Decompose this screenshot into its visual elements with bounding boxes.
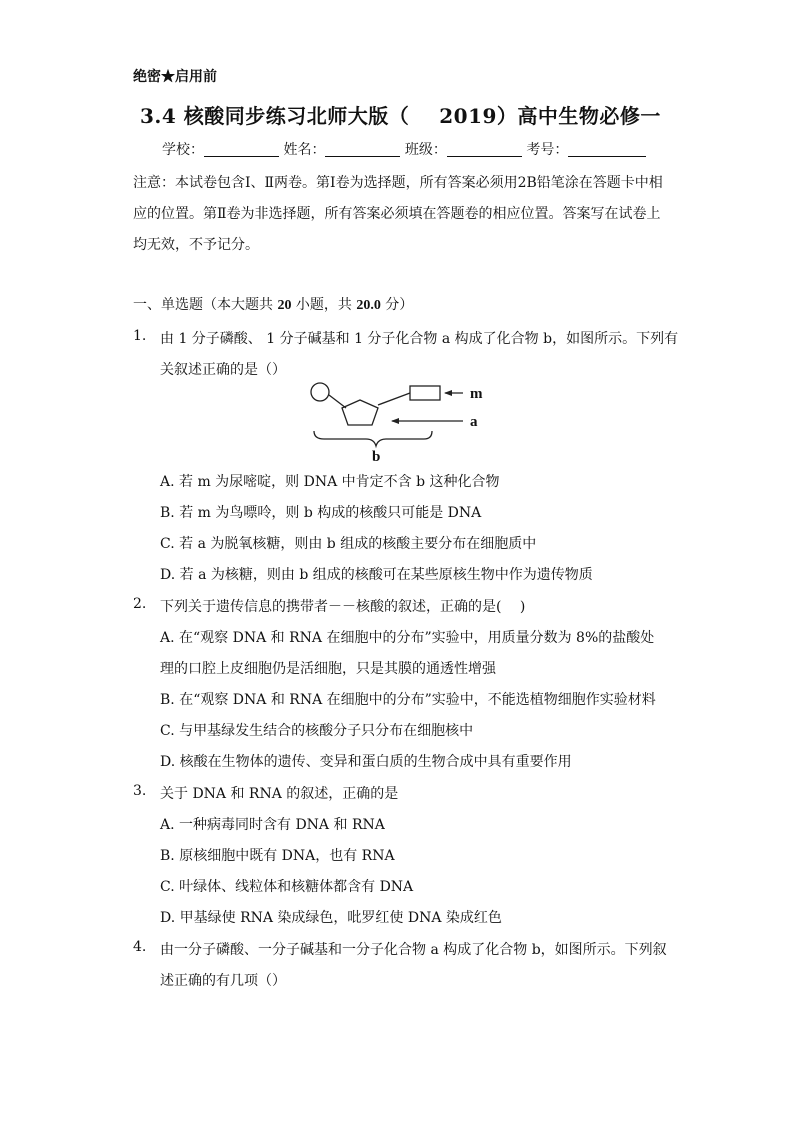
page-title bbox=[140, 100, 661, 129]
arrow-m-head bbox=[444, 390, 452, 396]
question-3-number: 3. bbox=[133, 783, 147, 799]
notice-paragraph: 注意：本试卷包含Ⅰ、Ⅱ两卷。第Ⅰ卷为选择题，所有答案必须用2B铅笔涂在答题卡中相应的位置。第Ⅱ卷为非选择题，所有答案必须填在答题卷的相应位置。答案写在试卷上均无效，不予记分。 bbox=[133, 175, 663, 253]
nucleotide-diagram bbox=[300, 375, 500, 461]
secret-mark: 绝密★启用前 bbox=[133, 69, 217, 85]
question-3-option-c[interactable]: C. 叶绿体、线粒体和核糖体都含有 DNA bbox=[160, 879, 414, 895]
exam-no-blank bbox=[568, 142, 646, 157]
label-m: m bbox=[470, 386, 483, 402]
question-2-line-1: 下列关于遗传信息的携带者－－核酸的叙述，正确的是( ) bbox=[160, 599, 526, 615]
question-1-line-1: 由 1 分子磷酸、 1 分子碱基和 1 分子化合物 a 构成了化合物 b，如图所示。下列有 bbox=[160, 331, 679, 347]
phosphate-circle bbox=[311, 383, 329, 401]
question-2-option-a[interactable]: A. 在“观察 DNA 和 RNA 在细胞中的分布”实验中，用质量分数为 8%的盐酸处 bbox=[160, 630, 655, 646]
question-3-line-1: 关于 DNA 和 RNA 的叙述，正确的是 bbox=[160, 786, 399, 802]
exam-no-label: 考号： bbox=[526, 142, 569, 158]
question-1-option-a[interactable]: A. 若 m 为尿嘧啶，则 DNA 中肯定不含 b 这种化合物 bbox=[160, 474, 500, 490]
class-label: 班级： bbox=[404, 142, 447, 158]
question-4-number: 4. bbox=[133, 939, 147, 955]
question-1-line-2: 关叙述正确的是（） bbox=[160, 362, 286, 378]
question-2-option-c[interactable]: C. 与甲基绿发生结合的核酸分子只分布在细胞核中 bbox=[160, 723, 474, 739]
title-left: 3.4 核酸同步练习北师大版（ bbox=[140, 104, 410, 128]
question-2-option-d[interactable]: D. 核酸在生物体的遗传、变异和蛋白质的生物合成中具有重要作用 bbox=[160, 754, 572, 770]
section-prefix: 一、单选题（本大题共 bbox=[133, 297, 278, 313]
phosphate-bond bbox=[329, 395, 346, 408]
title-right: 2019）高中生物必修一 bbox=[439, 104, 661, 128]
question-2-number: 2. bbox=[133, 596, 147, 612]
question-4-line-1: 由一分子磷酸、一分子碱基和一分子化合物 a 构成了化合物 b，如图所示。下列叙 bbox=[160, 942, 667, 958]
question-1-option-b[interactable]: B. 若 m 为鸟嘌呤，则 b 构成的核酸只可能是 DNA bbox=[160, 505, 482, 521]
label-b: b bbox=[372, 449, 381, 461]
question-3-option-b[interactable]: B. 原核细胞中既有 DNA，也有 RNA bbox=[160, 848, 395, 864]
question-2-option-a-cont[interactable]: 理的口腔上皮细胞仍是活细胞，只是其膜的通透性增强 bbox=[160, 661, 496, 677]
label-a: a bbox=[470, 414, 478, 430]
question-1-option-c[interactable]: C. 若 a 为脱氧核糖，则由 b 组成的核酸主要分布在细胞质中 bbox=[160, 536, 537, 552]
name-blank bbox=[325, 142, 400, 157]
school-blank bbox=[204, 142, 279, 157]
school-label: 学校： bbox=[162, 142, 204, 158]
base-box bbox=[410, 386, 440, 400]
name-label: 姓名： bbox=[283, 142, 326, 158]
section-count: 20 bbox=[277, 298, 292, 313]
question-1-number: 1. bbox=[133, 328, 147, 344]
section-score: 20.0 bbox=[356, 298, 381, 313]
question-3-option-a[interactable]: A. 一种病毒同时含有 DNA 和 RNA bbox=[160, 817, 385, 833]
class-blank bbox=[447, 142, 522, 157]
sugar-pentagon bbox=[342, 400, 378, 425]
question-2-option-b[interactable]: B. 在“观察 DNA 和 RNA 在细胞中的分布”实验中，不能选植物细胞作实验材料 bbox=[160, 692, 656, 708]
student-info-line bbox=[162, 139, 646, 159]
section-mid: 小题，共 bbox=[291, 297, 357, 313]
brace-b bbox=[314, 431, 432, 446]
section-heading bbox=[133, 294, 413, 314]
section-suffix: 分） bbox=[380, 297, 414, 313]
arrow-a-head bbox=[391, 418, 399, 424]
question-1-option-d[interactable]: D. 若 a 为核糖，则由 b 组成的核酸可在某些原核生物中作为遗传物质 bbox=[160, 567, 593, 583]
base-bond bbox=[378, 393, 410, 405]
question-4-line-2: 述正确的有几项（） bbox=[160, 973, 286, 989]
question-3-option-d[interactable]: D. 甲基绿使 RNA 染成绿色，吡罗红使 DNA 染成红色 bbox=[160, 910, 502, 926]
